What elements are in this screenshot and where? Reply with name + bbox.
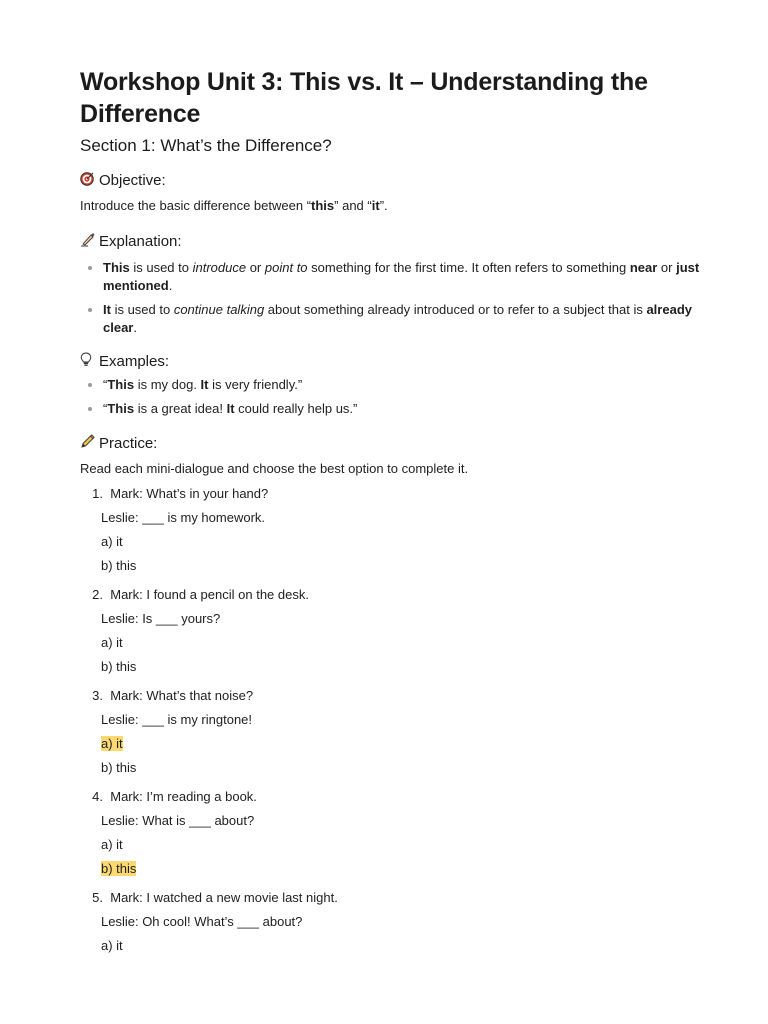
writing-hand-icon [80,232,98,252]
question-mark-line: Mark: I found a pencil on the desk. [110,587,309,602]
question-leslie-line: Leslie: ___ is my ringtone! [101,712,253,727]
pencil-icon [80,434,98,454]
objective-text: Introduce the basic difference between “this” and “it”. [80,198,388,213]
question-5 [80,886,700,955]
section-title: Section 1: What’s the Difference? [80,136,332,155]
question-mark-line: Mark: What’s that noise? [110,688,254,703]
practice-heading [80,434,700,454]
explanation-section [80,232,700,337]
objective-heading [80,171,700,191]
option-a[interactable]: a) it [101,837,123,852]
question-leslie-line: Leslie: What is ___ about? [101,813,255,828]
practice-list [80,482,700,955]
question-number: 3. [92,688,103,703]
practice-heading-text: Practice: [99,435,158,452]
objective-heading-text: Objective: [99,172,166,189]
option-a[interactable]: a) it [101,938,123,953]
explanation-list [80,259,700,337]
question-mark-line: Mark: I watched a new movie last night. [110,890,338,905]
lightbulb-icon [80,352,98,372]
question-leslie-line: Leslie: Oh cool! What’s ___ about? [101,914,303,929]
objective-section [80,171,700,215]
option-b[interactable]: b) this [101,659,137,674]
bullseye-icon [80,171,98,191]
examples-list [80,376,700,418]
examples-section [80,352,700,418]
question-number: 5. [92,890,103,905]
option-a[interactable]: a) it [101,534,123,549]
document-page [80,66,700,963]
question-2 [80,583,700,676]
question-mark-line: Mark: What’s in your hand? [110,486,269,501]
option-b-highlighted[interactable]: b) this [101,861,137,876]
explanation-heading [80,232,700,252]
page-title: Workshop Unit 3: This vs. It – Understanding the Difference [80,68,648,128]
list-item: It is used to continue talking about something already introduced or to refer to a subject that is already clear. [103,301,700,337]
list-item: “This is my dog. It is very friendly.” [103,376,700,394]
examples-heading [80,352,700,372]
question-1 [80,482,700,575]
question-leslie-line: Leslie: Is ___ yours? [101,611,221,626]
list-item: This is used to introduce or point to something for the first time. It often refers to something near or just mentioned. [103,260,700,293]
question-mark-line: Mark: I’m reading a book. [110,789,257,804]
practice-instructions: Read each mini-dialogue and choose the best option to complete it. [80,461,469,476]
question-number: 4. [92,789,103,804]
option-a[interactable]: a) it [101,635,123,650]
explanation-heading-text: Explanation: [99,233,182,250]
question-3 [80,684,700,777]
question-leslie-line: Leslie: ___ is my homework. [101,510,266,525]
question-number: 1. [92,486,103,501]
option-b[interactable]: b) this [101,558,137,573]
option-b[interactable]: b) this [101,760,137,775]
question-number: 2. [92,587,103,602]
examples-heading-text: Examples: [99,353,170,370]
option-a-highlighted[interactable]: a) it [101,736,123,751]
practice-section [80,434,700,955]
list-item: “This is a great idea! It could really help us.” [103,400,700,418]
question-4 [80,785,700,878]
